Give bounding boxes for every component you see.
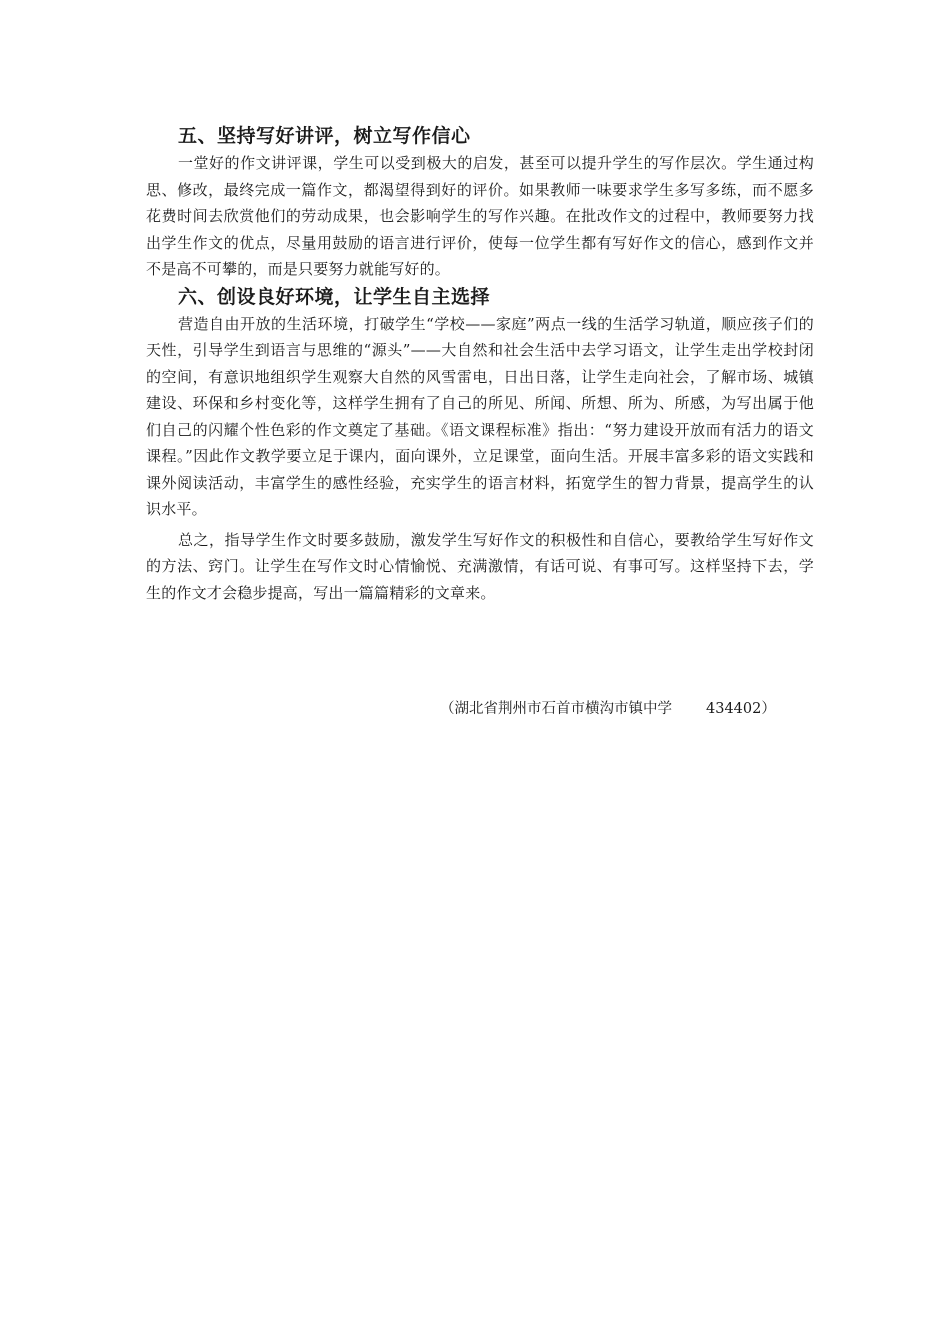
conclusion-paragraph: 总之，指导学生作文时要多鼓励，激发学生写好作文的积极性和自信心，要教给学生写好作文的方法、窍门。让学生在写作文时心情愉悦、充满激情，有话可说、有事可写。这样坚持下去，学生的作文才会稳步提高，写出一篇篇精彩的文章来。	[146, 530, 814, 602]
section-heading-5: 五、坚持写好讲评，树立写作信心	[178, 125, 471, 147]
section-5-paragraph-1: 一堂好的作文讲评课，学生可以受到极大的启发，甚至可以提升学生的写作层次。学生通过构思、修改，最终完成一篇作文，都渴望得到好的评价。如果教师一味要求学生多写多练，而不愿多花费时间去欣赏他们的劳动成果，也会影响学生的写作兴趣。在批改作文的过程中，教师要努力找出学生作文的优点，尽量用鼓励的语言进行评价，使每一位学生都有写好作文的信心，感到作文并不是高不可攀的，而是只要努力就能写好的。	[146, 154, 814, 278]
article-body	[146, 122, 814, 606]
affiliation-text: （湖北省荆州市石首市横沟市镇中学	[440, 701, 672, 717]
section-6-paragraph-1: 营造自由开放的生活环境，打破学生“学校——家庭”两点一线的生活学习轨道，顺应孩子们的天性，引导学生到语言与思维的“源头”——大自然和社会生活中去学习语文，让学生走出学校封闭的空间，有意识地组织学生观察大自然的风雪雷电，日出日落，让学生走向社会，了解市场、城镇建设、环保和乡村变化等，这样学生拥有了自己的所见、所闻、所想、所为、所感，为写出属于他们自己的闪耀个性色彩的作文奠定了基础。《语文课程标准》指出：“努力建设开放而有活力的语文课程。”因此作文教学要立足于课内，面向课外，立足课堂，面向生活。开展丰富多彩的语文实践和课外阅读活动，丰富学生的感性经验，充实学生的语言材料，拓宽学生的智力背景，提高学生的认识水平。	[146, 314, 814, 518]
section-heading-6: 六、创设良好环境，让学生自主选择	[178, 285, 491, 308]
author-affiliation	[440, 698, 776, 720]
postcode-text: 434402）	[706, 701, 776, 717]
